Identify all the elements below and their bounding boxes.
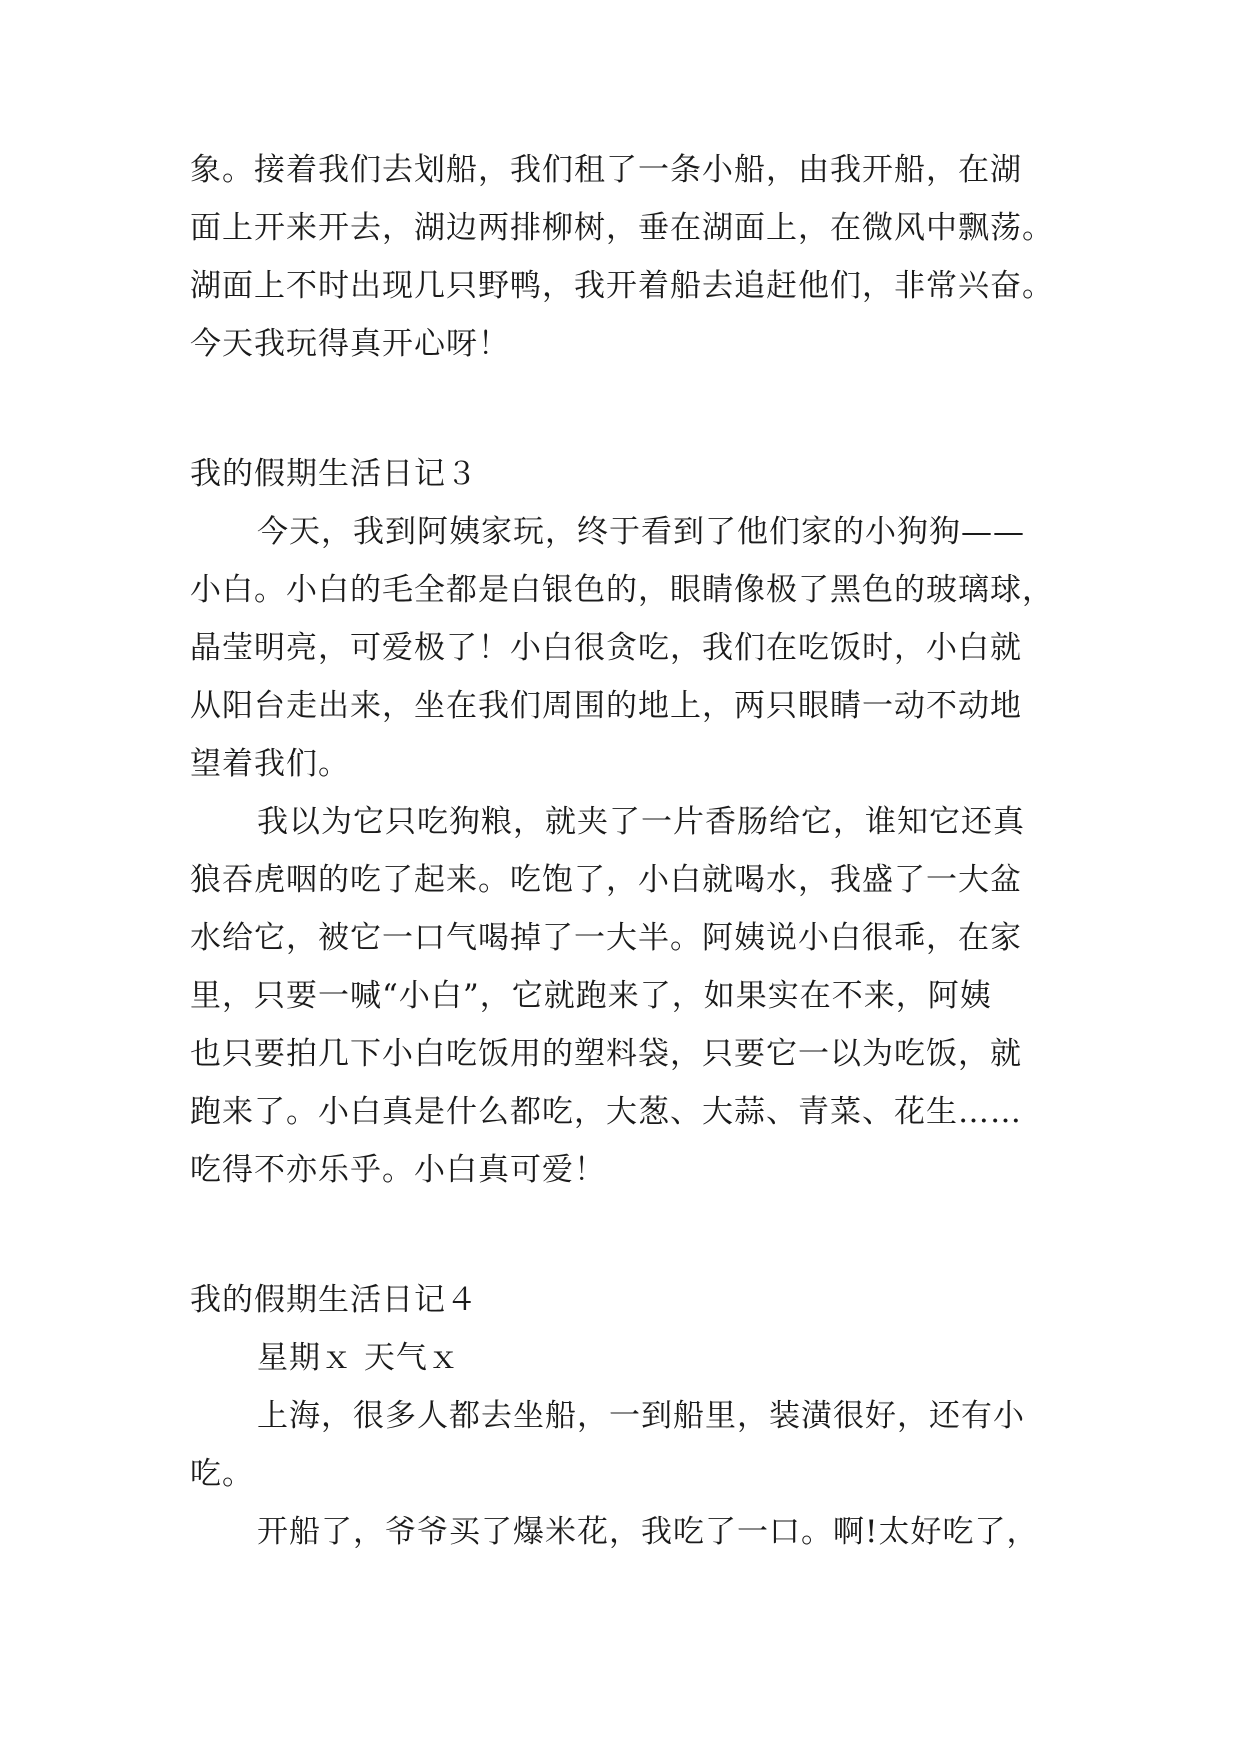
paragraph-line: 跑来了。小白真是什么都吃，大葱、大蒜、青菜、花生…… bbox=[190, 1094, 1022, 1130]
paragraph-line: 吃。 bbox=[190, 1456, 254, 1492]
paragraph-line: 水给它，被它一口气喝掉了一大半。阿姨说小白很乖，在家 bbox=[190, 920, 1022, 956]
paragraph-line: 望着我们。 bbox=[190, 746, 350, 782]
section-heading: 我的假期生活日记３ bbox=[190, 456, 478, 492]
paragraph-line: 象。接着我们去划船，我们租了一条小船，由我开船，在湖 bbox=[190, 152, 1022, 188]
date-weather-line: 星期ｘ 天气ｘ bbox=[257, 1340, 460, 1376]
section-heading: 我的假期生活日记４ bbox=[190, 1282, 478, 1318]
paragraph-line: 上海，很多人都去坐船，一到船里，装潢很好，还有小 bbox=[257, 1398, 1025, 1434]
paragraph-line: 里，只要一喊“小白”，它就跑来了，如果实在不来，阿姨 bbox=[190, 978, 992, 1014]
paragraph-line: 开船了，爷爷买了爆米花，我吃了一口。啊!太好吃了， bbox=[257, 1514, 1039, 1550]
paragraph-line: 我以为它只吃狗粮，就夹了一片香肠给它，谁知它还真 bbox=[257, 804, 1025, 840]
paragraph-line: 今天我玩得真开心呀！ bbox=[190, 326, 510, 362]
paragraph-line: 小白。小白的毛全都是白银色的，眼睛像极了黑色的玻璃球， bbox=[190, 572, 1054, 608]
paragraph-line: 狼吞虎咽的吃了起来。吃饱了，小白就喝水，我盛了一大盆 bbox=[190, 862, 1022, 898]
paragraph-line: 湖面上不时出现几只野鸭，我开着船去追赶他们，非常兴奋。 bbox=[190, 268, 1054, 304]
paragraph-line: 晶莹明亮，可爱极了！小白很贪吃，我们在吃饭时，小白就 bbox=[190, 630, 1022, 666]
paragraph-line: 今天，我到阿姨家玩，终于看到了他们家的小狗狗—— bbox=[257, 514, 1025, 550]
paragraph-line: 面上开来开去，湖边两排柳树，垂在湖面上，在微风中飘荡。 bbox=[190, 210, 1054, 246]
paragraph-line: 从阳台走出来，坐在我们周围的地上，两只眼睛一动不动地 bbox=[190, 688, 1022, 724]
paragraph-line: 吃得不亦乐乎。小白真可爱！ bbox=[190, 1152, 606, 1188]
paragraph-line: 也只要拍几下小白吃饭用的塑料袋，只要它一以为吃饭，就 bbox=[190, 1036, 1022, 1072]
